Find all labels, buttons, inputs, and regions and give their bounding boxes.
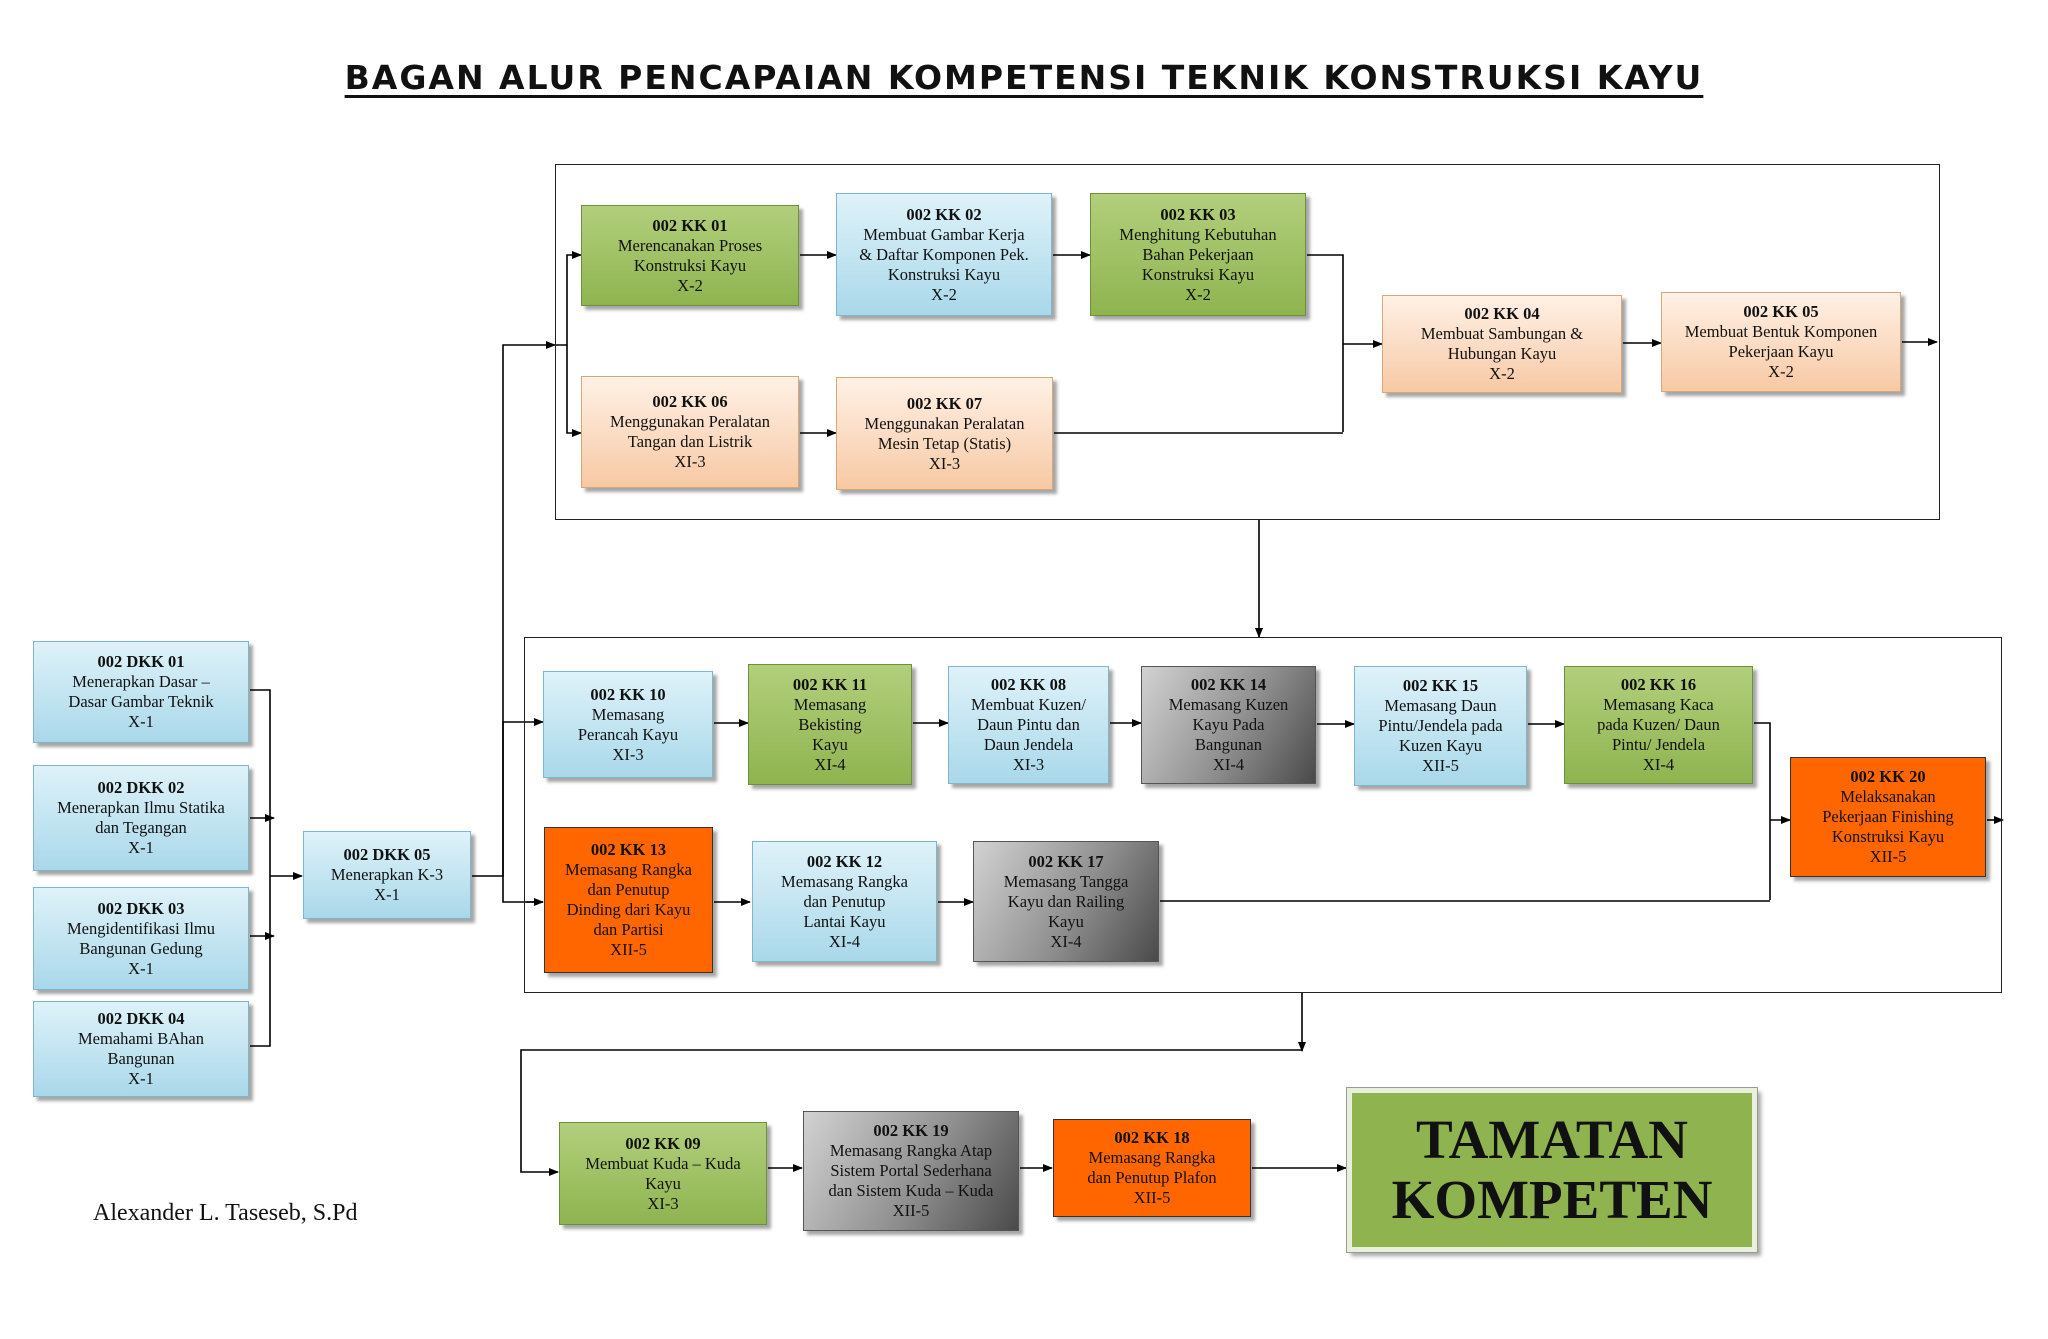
node-level: X-1 bbox=[128, 838, 154, 857]
node-text-line: Kayu dan Railing bbox=[1007, 891, 1125, 911]
node-text-line: Memasang Tangga bbox=[1003, 871, 1129, 891]
page-title: BAGAN ALUR PENCAPAIAN KOMPETENSI TEKNIK KONSTRUKSI KAYU bbox=[344, 58, 1704, 97]
node-code: 002 KK 16 bbox=[1620, 675, 1697, 694]
node-kk13 bbox=[544, 827, 713, 973]
node-text-line: Kayu bbox=[1048, 911, 1084, 931]
node-text-line: Mesin Tetap (Statis) bbox=[877, 433, 1012, 453]
node-level: X-1 bbox=[128, 712, 154, 731]
node-level: XI-4 bbox=[1050, 931, 1082, 951]
node-text-line: Perancah Kayu bbox=[577, 724, 679, 744]
node-code: 002 KK 11 bbox=[792, 674, 868, 694]
node-kk11 bbox=[748, 664, 912, 785]
node-text-line: Dasar Gambar Teknik bbox=[68, 692, 214, 711]
node-text-line: Memasang Rangka Atap bbox=[829, 1141, 993, 1160]
node-text-line: dan Tegangan bbox=[95, 818, 187, 837]
node-kk09 bbox=[559, 1122, 767, 1225]
node-text-line: Bangunan bbox=[1195, 735, 1262, 754]
node-kk17 bbox=[973, 841, 1159, 962]
node-code: 002 KK 12 bbox=[806, 851, 883, 871]
node-code: 002 KK 17 bbox=[1028, 851, 1104, 871]
node-dkk03 bbox=[33, 887, 249, 990]
node-text-line: dan Penutup bbox=[803, 891, 886, 911]
node-text-line: Lantai Kayu bbox=[803, 911, 886, 931]
node-level: X-1 bbox=[128, 958, 154, 978]
node-text-line: Konstruksi Kayu bbox=[633, 255, 747, 275]
node-code: 002 KK 05 bbox=[1743, 302, 1819, 321]
end-box-tamatan-kompeten bbox=[1347, 1088, 1757, 1252]
node-text-line: Bangunan bbox=[107, 1049, 175, 1068]
node-text-line: Daun Jendela bbox=[983, 735, 1074, 754]
node-level: X-1 bbox=[374, 885, 400, 904]
node-kk14 bbox=[1141, 666, 1316, 784]
node-text-line: Bekisting bbox=[798, 714, 862, 734]
node-kk08 bbox=[948, 666, 1109, 784]
node-level: XI-4 bbox=[828, 931, 861, 951]
node-text-line: Memahami BAhan bbox=[77, 1029, 204, 1048]
node-kk01 bbox=[581, 205, 799, 306]
node-text-line: Membuat Kuda – Kuda bbox=[585, 1153, 741, 1173]
node-text-line: dan Penutup bbox=[587, 880, 670, 899]
node-code: 002 KK 01 bbox=[652, 215, 728, 235]
node-text-line: Memasang bbox=[591, 704, 665, 724]
node-text-line: Pekerjaan Kayu bbox=[1728, 342, 1834, 361]
node-text-line: Menggunakan Peralatan bbox=[610, 412, 770, 431]
node-text-line: Memasang Kuzen bbox=[1168, 695, 1289, 714]
node-code: 002 KK 10 bbox=[590, 684, 666, 704]
node-text-line: Membuat Bentuk Komponen bbox=[1684, 322, 1878, 341]
node-text-line: Memasang bbox=[793, 694, 867, 714]
node-text-line: Konstruksi Kayu bbox=[1831, 827, 1945, 846]
node-text-line: dan Partisi bbox=[593, 920, 664, 939]
node-kk04 bbox=[1382, 295, 1622, 393]
node-text-line: Membuat Gambar Kerja bbox=[863, 224, 1025, 244]
node-level: XI-3 bbox=[1012, 755, 1045, 774]
node-text-line: dan Sistem Kuda – Kuda bbox=[828, 1181, 994, 1200]
node-code: 002 KK 04 bbox=[1464, 304, 1540, 323]
node-kk07 bbox=[836, 377, 1053, 490]
node-code: 002 KK 07 bbox=[906, 393, 983, 413]
node-kk03 bbox=[1090, 193, 1306, 316]
node-text-line: Memasang Kaca bbox=[1603, 695, 1714, 714]
node-text-line: Pekerjaan Finishing bbox=[1822, 807, 1954, 826]
node-kk02 bbox=[836, 193, 1052, 316]
node-text-line: Bahan Pekerjaan bbox=[1142, 244, 1254, 264]
node-code: 002 KK 13 bbox=[590, 840, 667, 859]
node-level: XI-4 bbox=[814, 754, 846, 774]
node-level: XII-5 bbox=[1133, 1188, 1171, 1207]
node-code: 002 KK 14 bbox=[1190, 675, 1267, 694]
node-code: 002 KK 03 bbox=[1160, 204, 1236, 224]
node-text-line: Pintu/ Jendela bbox=[1611, 735, 1706, 754]
node-text-line: Menghitung Kebutuhan bbox=[1119, 224, 1277, 244]
end-box-line1: TAMATAN bbox=[1416, 1109, 1688, 1170]
node-level: XI-4 bbox=[1212, 755, 1245, 774]
node-code: 002 DKK 04 bbox=[97, 1009, 185, 1028]
node-code: 002 DKK 05 bbox=[343, 845, 431, 864]
node-dkk02 bbox=[33, 765, 249, 871]
end-box-line2: KOMPETEN bbox=[1391, 1169, 1713, 1230]
node-kk18 bbox=[1053, 1119, 1251, 1217]
node-text-line: Konstruksi Kayu bbox=[1141, 264, 1255, 284]
node-text-line: Membuat Sambungan & bbox=[1420, 324, 1584, 343]
node-kk19 bbox=[803, 1111, 1019, 1231]
node-dkk01 bbox=[33, 641, 249, 743]
node-code: 002 KK 20 bbox=[1850, 767, 1926, 786]
node-level: X-2 bbox=[1768, 362, 1794, 381]
node-kk15 bbox=[1354, 666, 1527, 786]
node-level: X-2 bbox=[677, 275, 703, 295]
node-text-line: Memasang Rangka bbox=[565, 860, 692, 879]
node-kk20 bbox=[1790, 757, 1986, 877]
node-text-line: Menerapkan K-3 bbox=[330, 865, 444, 884]
node-text-line: Daun Pintu dan bbox=[977, 715, 1080, 734]
node-kk10 bbox=[543, 671, 713, 778]
node-level: X-2 bbox=[1185, 284, 1211, 304]
node-level: XI-3 bbox=[928, 453, 961, 473]
node-level: XII-5 bbox=[610, 940, 647, 959]
node-code: 002 KK 09 bbox=[625, 1133, 701, 1153]
node-level: XII-5 bbox=[1869, 847, 1907, 866]
node-text-line: Tangan dan Listrik bbox=[627, 432, 753, 451]
node-code: 002 KK 02 bbox=[906, 204, 982, 224]
node-level: XI-3 bbox=[647, 1193, 679, 1213]
node-text-line: Merencanakan Proses bbox=[617, 235, 763, 255]
node-code: 002 DKK 01 bbox=[97, 652, 185, 671]
node-text-line: Mengidentifikasi Ilmu bbox=[66, 918, 216, 938]
node-dkk04 bbox=[33, 1001, 249, 1097]
node-text-line: Menerapkan Ilmu Statika bbox=[57, 798, 225, 817]
node-text-line: Kayu bbox=[645, 1173, 681, 1193]
node-text-line: Bangunan Gedung bbox=[79, 938, 203, 958]
node-code: 002 KK 08 bbox=[990, 675, 1067, 694]
node-kk05 bbox=[1661, 292, 1901, 392]
node-level: XI-3 bbox=[674, 452, 706, 471]
node-dkk05 bbox=[303, 831, 471, 919]
node-text-line: Kayu bbox=[812, 734, 848, 754]
node-code: 002 KK 15 bbox=[1402, 676, 1479, 695]
connector-dkk04 bbox=[250, 818, 270, 1046]
node-text-line: Melaksanakan bbox=[1840, 787, 1936, 806]
node-text-line: & Daftar Komponen Pek. bbox=[859, 244, 1029, 264]
node-text-line: Memasang Daun bbox=[1384, 696, 1497, 715]
node-code: 002 KK 06 bbox=[652, 392, 728, 411]
node-level: XI-3 bbox=[612, 744, 644, 764]
node-kk16 bbox=[1564, 666, 1753, 784]
node-level: X-1 bbox=[128, 1069, 154, 1088]
node-kk12 bbox=[752, 841, 937, 962]
node-text-line: Sistem Portal Sederhana bbox=[830, 1161, 992, 1180]
node-text-line: Menggunakan Peralatan bbox=[864, 413, 1025, 433]
node-text-line: Hubungan Kayu bbox=[1447, 344, 1557, 363]
node-text-line: dan Penutup Plafon bbox=[1087, 1168, 1217, 1187]
node-text-line: Kayu Pada bbox=[1192, 715, 1265, 734]
node-level: XI-4 bbox=[1642, 755, 1675, 774]
author-name: Alexander L. Taseseb, S.Pd bbox=[93, 1200, 358, 1226]
node-text-line: Memasang Rangka bbox=[1088, 1148, 1216, 1167]
node-code: 002 DKK 03 bbox=[97, 898, 185, 918]
node-level: XII-5 bbox=[1422, 756, 1459, 775]
node-text-line: Dinding dari Kayu bbox=[566, 900, 691, 919]
node-code: 002 KK 18 bbox=[1114, 1128, 1190, 1147]
node-text-line: Pintu/Jendela pada bbox=[1378, 716, 1503, 735]
node-text-line: Kuzen Kayu bbox=[1399, 736, 1482, 755]
node-text-line: Memasang Rangka bbox=[781, 871, 908, 891]
node-text-line: Menerapkan Dasar – bbox=[72, 672, 210, 691]
node-code: 002 DKK 02 bbox=[97, 778, 185, 797]
node-text-line: pada Kuzen/ Daun bbox=[1597, 715, 1720, 734]
connector-dkk01 bbox=[250, 690, 270, 818]
node-level: X-2 bbox=[931, 284, 957, 304]
node-text-line: Konstruksi Kayu bbox=[887, 264, 1001, 284]
node-text-line: Membuat Kuzen/ bbox=[970, 695, 1086, 714]
node-kk06 bbox=[581, 376, 799, 488]
node-code: 002 KK 19 bbox=[873, 1121, 949, 1140]
node-level: X-2 bbox=[1489, 364, 1515, 383]
node-level: XII-5 bbox=[892, 1201, 930, 1220]
